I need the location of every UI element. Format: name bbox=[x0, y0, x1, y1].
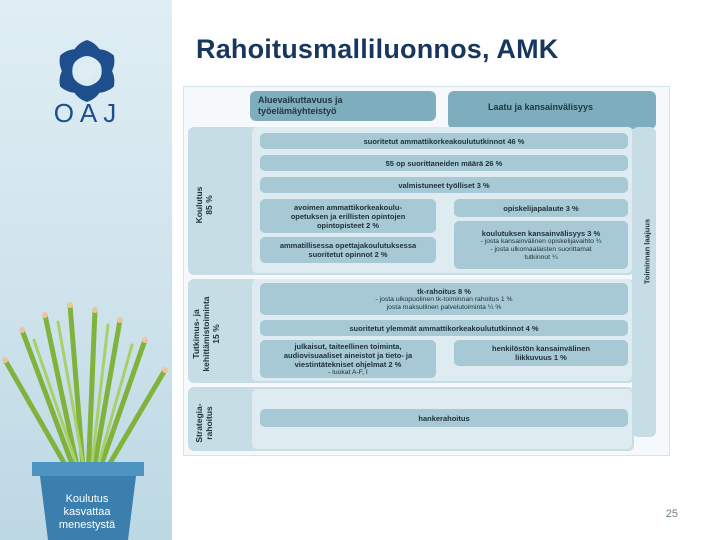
box-opiskelijapalaute bbox=[454, 199, 628, 217]
strategia-label bbox=[194, 397, 214, 449]
box-55-op bbox=[260, 155, 628, 171]
side-label-line: 85 % bbox=[204, 195, 214, 215]
header-laatu bbox=[448, 91, 656, 129]
box-text: valmistuneet työlliset 3 % bbox=[398, 180, 490, 190]
box-text: suoritetut opinnot 2 % bbox=[308, 250, 388, 259]
slide-title: Rahoitusmalliluonnos, AMK bbox=[196, 34, 559, 64]
side-label-line: kehittämistoiminta bbox=[201, 296, 211, 372]
box-text: liikkuvuus 1 % bbox=[515, 353, 567, 362]
header-line: Aluevaikuttavuus ja bbox=[258, 95, 343, 105]
koulutus-label bbox=[194, 177, 214, 233]
box-amk-tutkinnot bbox=[260, 133, 628, 149]
pencils-illustration-icon bbox=[0, 300, 172, 480]
box-text: viestintätekniset ohjelmat 2 % bbox=[294, 359, 402, 369]
side-label-line: Koulutus bbox=[194, 186, 204, 224]
box-yamk-tutkinnot bbox=[260, 320, 628, 336]
page-number: 25 bbox=[665, 508, 678, 520]
box-text: hankerahoitus bbox=[418, 413, 470, 423]
side-label-line: 15 % bbox=[211, 324, 221, 344]
box-subtext: - josta ulkopuolinen tk-toiminnan rahoitus 1 % bbox=[375, 295, 513, 303]
box-text: opintopisteet 2 % bbox=[316, 220, 380, 230]
box-hankerahoitus bbox=[260, 409, 628, 427]
box-subtext: - josta kansainvälinen opiskelijavaihto ¾ bbox=[480, 237, 602, 245]
box-opettajakoulutus bbox=[260, 237, 436, 263]
header-line: Laatu ja kansainvälisyys bbox=[488, 102, 594, 112]
box-subtext: tutkinnot ¼ bbox=[524, 253, 558, 261]
box-text: tk-rahoitus 8 % bbox=[417, 286, 471, 296]
box-subtext: josta maksullinen palvelutoiminta ¼ % bbox=[386, 303, 502, 311]
funding-model-diagram bbox=[183, 86, 670, 456]
box-text: ammatillisessa opettajakoulutuksessa bbox=[279, 241, 417, 250]
tki-label bbox=[191, 292, 221, 376]
box-tk-rahoitus bbox=[260, 283, 628, 315]
toiminnan-laajuus-label: Toiminnan laajuus bbox=[642, 218, 652, 285]
box-julkaisut bbox=[260, 340, 436, 378]
box-subtext: - luokat A-F, I bbox=[328, 368, 368, 376]
box-text: suoritetut ammattikorkeakoulututkinnot 46 % bbox=[363, 136, 525, 146]
box-henkiloston-liikkuvuus bbox=[454, 340, 628, 366]
oaj-logo-icon bbox=[54, 38, 120, 104]
oaj-logo-text: OAJ bbox=[53, 98, 123, 128]
box-text: julkaisut, taiteellinen toiminta, bbox=[294, 341, 402, 351]
box-valmistuneet bbox=[260, 177, 628, 193]
pot-slogan bbox=[34, 493, 140, 532]
box-text: 55 op suorittaneiden määrä 26 % bbox=[385, 158, 503, 168]
box-subtext: - josta ulkomaalaisten suorittamat bbox=[490, 245, 592, 253]
box-avoin-amk bbox=[260, 199, 436, 233]
box-text: koulutuksen kansainvälisyys 3 % bbox=[481, 228, 601, 238]
slogan-line: menestystä bbox=[58, 519, 116, 531]
box-text: avoimen ammattikorkeakoulu- bbox=[294, 202, 402, 212]
header-line: työelämäyhteistyö bbox=[258, 106, 337, 116]
side-label-line: rahoitus bbox=[204, 406, 214, 440]
slogan-line: Koulutus bbox=[65, 493, 109, 505]
box-kansainvalisyys bbox=[454, 221, 628, 269]
box-text: suoritetut ylemmät ammattikorkeakoulututkinnot 4 % bbox=[349, 323, 539, 333]
box-text: audiovisuaaliset aineistot ja tieto- ja bbox=[283, 350, 413, 360]
side-label-line: Strategia- bbox=[194, 403, 204, 443]
sidebar-decoration bbox=[0, 0, 172, 540]
side-label-line: Tutkimus- ja bbox=[191, 309, 201, 359]
box-text: opiskelijapalaute 3 % bbox=[503, 203, 579, 213]
box-text: henkilöstön kansainvälinen bbox=[492, 344, 590, 353]
header-aluevaikuttavuus bbox=[250, 91, 436, 121]
slogan-line: kasvattaa bbox=[63, 506, 111, 518]
box-text: opetuksen ja erillisten opintojen bbox=[290, 211, 406, 221]
